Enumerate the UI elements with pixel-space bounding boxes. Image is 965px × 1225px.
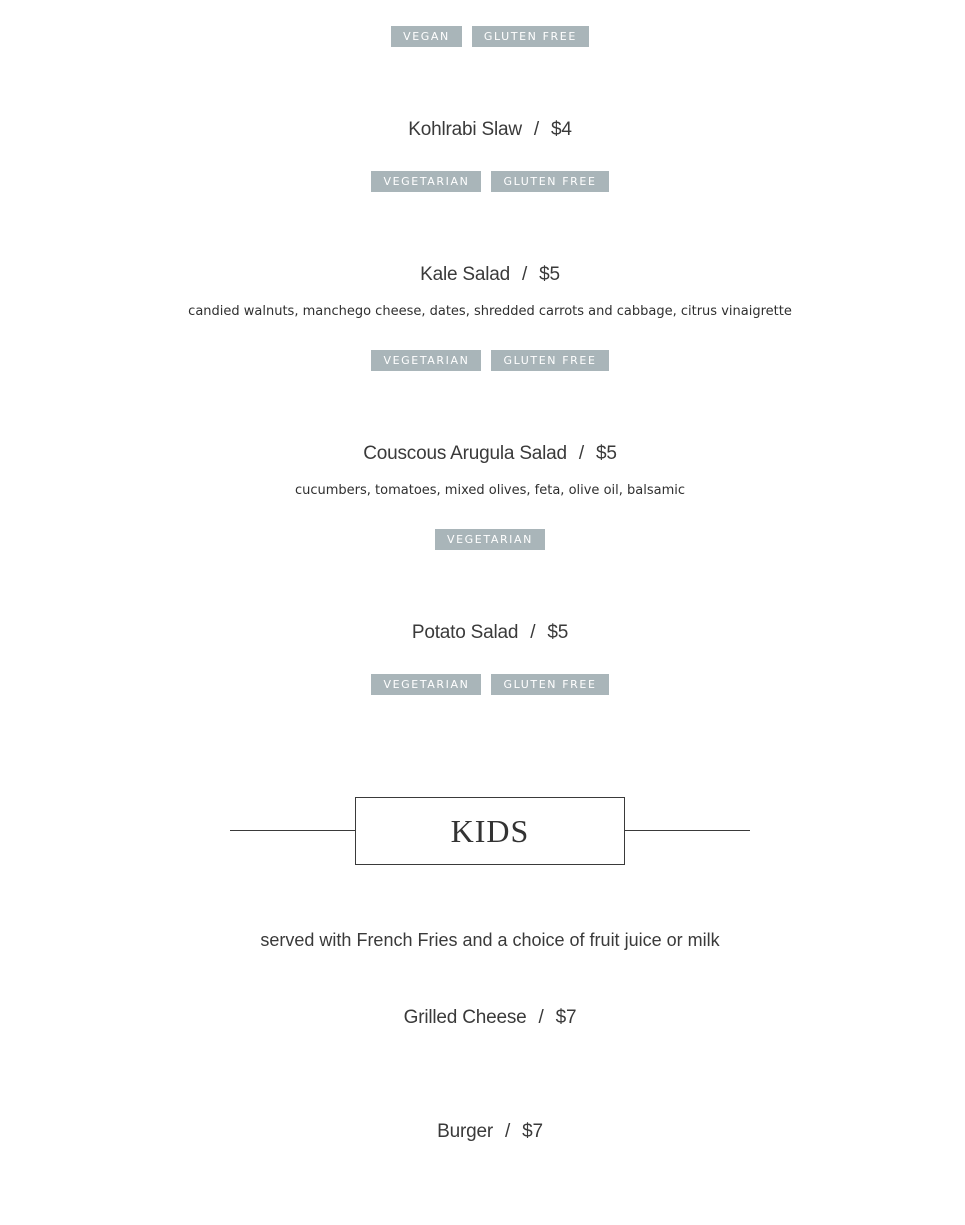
price-separator: / bbox=[533, 119, 539, 140]
price-separator: / bbox=[530, 622, 536, 643]
menu-item-description-row bbox=[0, 303, 965, 321]
price-separator: / bbox=[538, 1007, 544, 1028]
divider-line bbox=[230, 830, 355, 831]
menu-item bbox=[0, 263, 965, 287]
section-note-row bbox=[0, 928, 965, 952]
menu-item-description: candied walnuts, manchego cheese, dates, shredded carrots and cabbage, citrus vinaigrette bbox=[188, 304, 792, 319]
menu-item-title bbox=[0, 621, 965, 645]
menu-item bbox=[0, 118, 965, 142]
tag-vegetarian: VEGETARIAN bbox=[371, 350, 481, 371]
tag-gluten-free: GLUTEN FREE bbox=[472, 26, 589, 47]
price-separator: / bbox=[578, 443, 585, 464]
menu-item-price: $7 bbox=[522, 1121, 543, 1142]
menu-item-name: Potato Salad bbox=[411, 622, 519, 643]
menu-item-name: Kale Salad bbox=[420, 264, 511, 285]
tag-vegetarian: VEGETARIAN bbox=[371, 674, 481, 695]
menu-item-price: $5 bbox=[539, 264, 560, 285]
price-separator: / bbox=[522, 264, 528, 285]
tag-gluten-free: GLUTEN FREE bbox=[491, 674, 608, 695]
menu-item bbox=[0, 442, 965, 466]
divider-line bbox=[625, 830, 750, 831]
tag-gluten-free: GLUTEN FREE bbox=[491, 171, 608, 192]
menu-item-tags bbox=[0, 171, 965, 192]
tag-list bbox=[0, 674, 965, 695]
section-title: KIDS bbox=[450, 812, 530, 849]
section-note: served with French Fries and a choice of fruit juice or milk bbox=[260, 930, 720, 950]
menu-item-tags bbox=[0, 350, 965, 371]
menu-item-name: Burger bbox=[437, 1121, 493, 1142]
price-separator: / bbox=[505, 1121, 511, 1142]
menu-item-price: $7 bbox=[555, 1007, 577, 1028]
menu-item-title bbox=[0, 118, 965, 142]
menu-item-description-row bbox=[0, 482, 965, 500]
tag-list bbox=[0, 350, 965, 371]
menu-item bbox=[0, 1006, 965, 1030]
section-title-box bbox=[355, 797, 625, 865]
kids-section-header bbox=[0, 797, 965, 865]
top-item-tags bbox=[0, 26, 965, 47]
menu-item-title bbox=[0, 1120, 965, 1144]
tag-list bbox=[0, 26, 965, 47]
tag-vegan: VEGAN bbox=[391, 26, 462, 47]
menu-item bbox=[0, 1120, 965, 1144]
menu-item-description: cucumbers, tomatoes, mixed olives, feta, olive oil, balsamic bbox=[294, 483, 686, 498]
tag-vegetarian: VEGETARIAN bbox=[371, 171, 481, 192]
menu-item-tags bbox=[0, 674, 965, 695]
tag-vegetarian: VEGETARIAN bbox=[435, 529, 545, 550]
menu-item-title bbox=[0, 1006, 965, 1030]
menu-item bbox=[0, 621, 965, 645]
tag-list bbox=[0, 171, 965, 192]
menu-item-name: Couscous Arugula Salad bbox=[363, 443, 567, 464]
menu-item-price: $5 bbox=[547, 622, 569, 643]
menu-item-title bbox=[0, 263, 965, 287]
menu-item-price: $4 bbox=[550, 119, 572, 140]
menu-item-title bbox=[0, 442, 965, 466]
menu-item-tags bbox=[0, 529, 965, 550]
tag-list bbox=[0, 529, 965, 550]
menu-item-name: Kohlrabi Slaw bbox=[408, 119, 522, 140]
menu-item-price: $5 bbox=[596, 443, 617, 464]
menu-item-name: Grilled Cheese bbox=[403, 1007, 527, 1028]
tag-gluten-free: GLUTEN FREE bbox=[491, 350, 608, 371]
